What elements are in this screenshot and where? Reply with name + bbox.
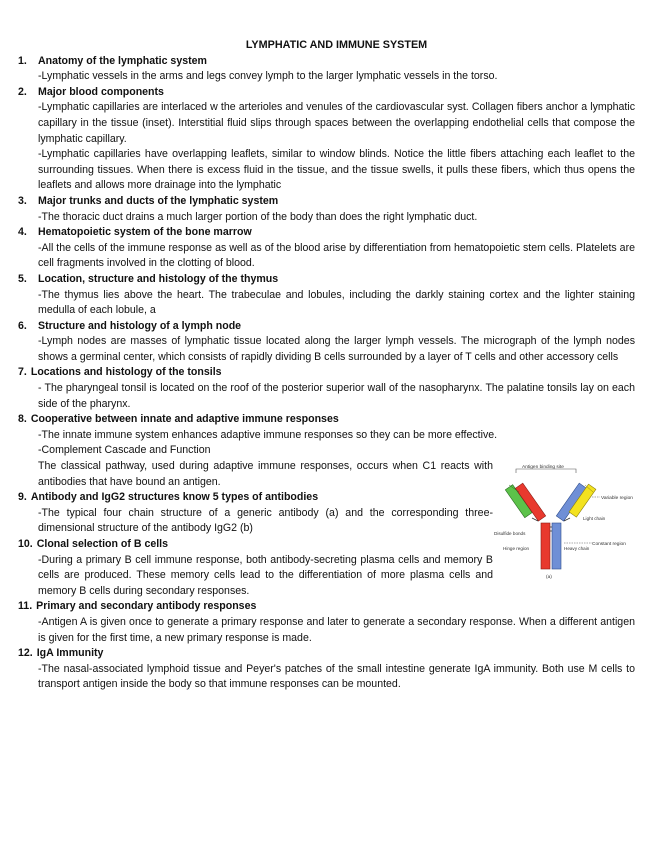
paragraph: -Lymphatic vessels in the arms and legs convey lymph to the larger lymphatic vessels in the torso.	[38, 70, 498, 83]
section-heading: Primary and secondary antibody responses	[36, 600, 257, 613]
paragraph: -The typical four chain structure of a generic antibody (a) and the corresponding three-dimensional structure of the antibody IgG2 (b)	[38, 506, 493, 535]
section-3	[18, 194, 635, 225]
section-number: 6.	[18, 319, 27, 332]
section-number: 10.	[18, 538, 33, 550]
section-heading: Structure and histology of a lymph node	[38, 319, 242, 332]
paragraph: -All the cells of the immune response as well as of the blood arise by differentiation from hematopoietic stem cells. Platelets are cell fragments involved in the clotting of blood.	[38, 241, 635, 270]
section-7	[18, 365, 635, 412]
section-1	[18, 54, 635, 85]
section-heading: Anatomy of the lymphatic system	[38, 54, 207, 67]
section-heading: Location, structure and histology of the thymus	[38, 272, 279, 285]
label-a: (a)	[546, 575, 552, 580]
section-number: 2.	[18, 85, 27, 98]
label-heavy-chain: Heavy chain	[564, 546, 590, 551]
section-heading: Major blood components	[38, 85, 164, 98]
section-heading: Antibody and IgG2 structures know 5 types of antibodies	[30, 491, 319, 504]
paragraph: -Antigen A is given once to generate a primary response and later to generate a secondary response. When a different antigen is given for the first time, a new primary response is made.	[38, 615, 635, 644]
paragraph: -Lymphatic capillaries have overlapping leaflets, similar to window blinds. Notice the little fibers attaching each leaflet to the surrounding tissues. When there is excess fluid in the tissue, and the tissue swells, it pulls these fibers, which thus opens the leaflets and allows more drainage into the lymphatic	[38, 148, 635, 192]
paragraph: -The thymus lies above the heart. The trabeculae and lobules, including the darkly staining cortex and the lighter staining medulla of each lobule, a	[38, 288, 635, 317]
label-disulfide-bonds: Disulfide bonds	[494, 531, 526, 536]
section-heading: Major trunks and ducts of the lymphatic system	[38, 194, 279, 207]
label-light-chain: Light chain	[583, 516, 606, 521]
page-title: LYMPHATIC AND IMMUNE SYSTEM	[245, 39, 428, 51]
section-6	[18, 319, 635, 366]
section-number: 12.	[18, 647, 33, 660]
paragraph: -Complement Cascade and Function	[38, 444, 211, 457]
section-heading: Hematopoietic system of the bone marrow	[38, 226, 252, 239]
antibody-diagram	[488, 463, 648, 585]
document-page	[18, 38, 635, 693]
section-number: 7.	[18, 366, 27, 379]
section-number: 11.	[18, 600, 33, 613]
section-number: 5.	[18, 272, 27, 285]
paragraph: -Lymph nodes are masses of lymphatic tissue located along the larger lymph vessels. The micrograph of the lymph nodes shows a germinal center, which consists of rapidly dividing B cells surrounded by a layer of T cells and other accessory cells	[38, 335, 635, 363]
paragraph: -During a primary B cell immune response, both antibody-secreting plasma cells and memory B cells are produced. These memory cells lead to the differentiation of more plasma cells and memory B cells during secondary responses.	[38, 553, 493, 597]
heavy-chain-blue-stem	[552, 523, 561, 569]
section-4	[18, 225, 635, 272]
section-heading: IgA Immunity	[36, 647, 104, 660]
section-2	[18, 85, 635, 194]
paragraph: The classical pathway, used during adaptive immune responses, occurs when C1 reacts with antibodies that have bound an antigen.	[38, 460, 493, 488]
paragraph: -The thoracic duct drains a much larger portion of the body than does the right lymphatic duct.	[38, 210, 478, 223]
section-12	[18, 646, 635, 693]
section-11	[18, 599, 635, 646]
paragraph: -The nasal-associated lymphoid tissue and Peyer's patches of the small intestine generate IgA immunity. Both use M cells to transport antigen inside the body so that immune responses can be mounted.	[38, 662, 635, 691]
section-number: 9.	[18, 491, 27, 504]
section-heading: Clonal selection of B cells	[36, 538, 169, 550]
label-variable-region: Variable region	[601, 496, 633, 501]
section-heading: Cooperative between innate and adaptive immune responses	[30, 413, 339, 426]
paragraph: - The pharyngeal tonsil is located on the roof of the posterior superior wall of the nasopharynx. The palatine tonsils lay on each side of the pharynx.	[38, 382, 635, 410]
heavy-chain-red-stem	[541, 523, 550, 569]
section-number: 4.	[18, 226, 27, 239]
section-heading: Locations and histology of the tonsils	[30, 366, 222, 379]
label-binding-site: Antigen binding site	[522, 465, 564, 470]
paragraph: -Lymphatic capillaries are interlaced w the arterioles and venules of the cardiovascular syst. Collagen fibers anchor a lymphatic capillary in the tissue (inset). Interstitial fluid slips through spaces between the overlapping endothelial cells that compose the lymphatic capillary.	[38, 101, 635, 145]
label-hinge-region: Hinge region	[503, 546, 530, 551]
section-number: 8.	[18, 413, 27, 426]
section-number: 1.	[18, 54, 27, 67]
paragraph: -The innate immune system enhances adaptive immune responses so they can be more effective.	[38, 428, 498, 441]
section-5	[18, 272, 635, 319]
label-constant-region: Constant region	[592, 542, 626, 547]
section-number: 3.	[18, 194, 27, 207]
